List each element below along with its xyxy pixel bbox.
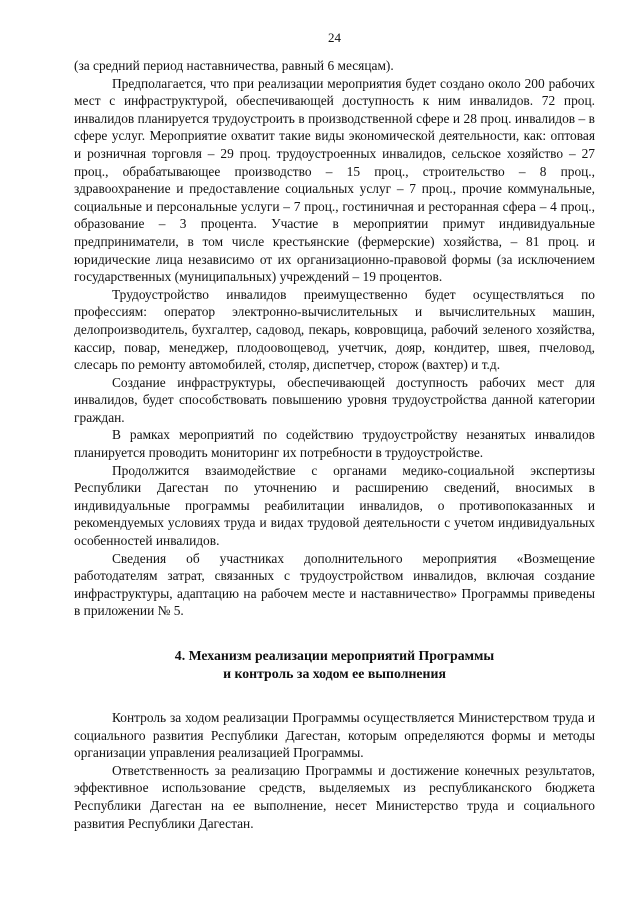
paragraph-responsibility: Ответственность за реализацию Программы и достижение конечных результатов, эффективное использование средств, выделяемых из республиканского бюджета Республики Дагестан на ее выполнение, несет Министерство труда и социального развития Республики Дагестан.	[74, 762, 595, 831]
paragraph-monitoring: В рамках мероприятий по содействию трудоустройству незанятых инвалидов планируется проводить мониторинг их потребности в трудоустройстве.	[74, 427, 595, 461]
section-heading	[74, 647, 595, 683]
paragraph-jobs-forecast: Предполагается, что при реализации мероприятия будет создано около 200 рабочих мест с инфраструктурой, обеспечивающей доступность к ним инвалидов. 72 проц. инвалидов планируется трудоустроить в производственной сфере и 28 проц. инвалидов – в сфере услуг. Мероприятие охватит такие виды экономической деятельности, как: оптовая и розничная торговля – 29 проц. трудоустроенных инвалидов, сельское хозяйство – 27 проц., обрабатывающее производство – 15 проц., строительство – 8 проц., здравоохранение и предоставление социальных услуг – 7 проц., прочие коммунальные, социальные и персональные услуги – 7 проц., гостиничная и ресторанная сфера – 4 проц., образование – 3 процента. Участие в мероприятии примут индивидуальные предприниматели, в том числе крестьянские (фермерские) хозяйства, – 81 проц. и юридические лица независимо от их организационно-правовой формы (за исключением государственных (муниципальных) учреждений – 19 процентов.	[74, 75, 595, 285]
section-heading-line1: 4. Механизм реализации мероприятий Программы	[174, 648, 495, 663]
paragraph-participants: Сведения об участниках дополнительного мероприятия «Возмещение работодателям затрат, связанных с трудоустройством инвалидов, включая создание инфраструктуры, адаптацию на рабочем месте и наставничество» Программы приведены в приложении № 5.	[74, 550, 595, 619]
paragraph-infrastructure: Создание инфраструктуры, обеспечивающей доступность рабочих мест для инвалидов, будет способствовать повышению уровня трудоустройства данной категории граждан.	[74, 374, 595, 425]
section-heading-line2: и контроль за ходом ее выполнения	[223, 666, 446, 681]
page-number: 24	[328, 30, 341, 45]
paragraph-continuation: (за средний период наставничества, равный 6 месяцам).	[74, 58, 394, 73]
paragraph-control: Контроль за ходом реализации Программы осуществляется Министерством труда и социального развития Республики Дагестан, которым определяются формы и методы организации управления реализацией Программы.	[74, 710, 595, 761]
paragraph-cooperation: Продолжится взаимодействие с органами медико-социальной экспертизы Республики Дагестан по уточнению и расширению сведений, вносимых в индивидуальные программы реабилитации инвалидов, о противопоказанных и рекомендуемых условиях труда и видах трудовой деятельности с учетом индивидуальных особенностей инвалидов.	[74, 462, 595, 549]
paragraph-professions: Трудоустройство инвалидов преимущественно будет осуществляться по профессиям: оператор электронно-вычислительных и вычислительных машин, делопроизводитель, бухгалтер, садовод, пекарь, ковровщица, рабочий зеленого хозяйства, кассир, повар, менеджер, плодоовощевод, учетчик, дояр, кондитер, швея, пчеловод, слесарь по ремонту автомобилей, столяр, диспетчер, сторож (вахтер) и т.д.	[74, 286, 595, 373]
